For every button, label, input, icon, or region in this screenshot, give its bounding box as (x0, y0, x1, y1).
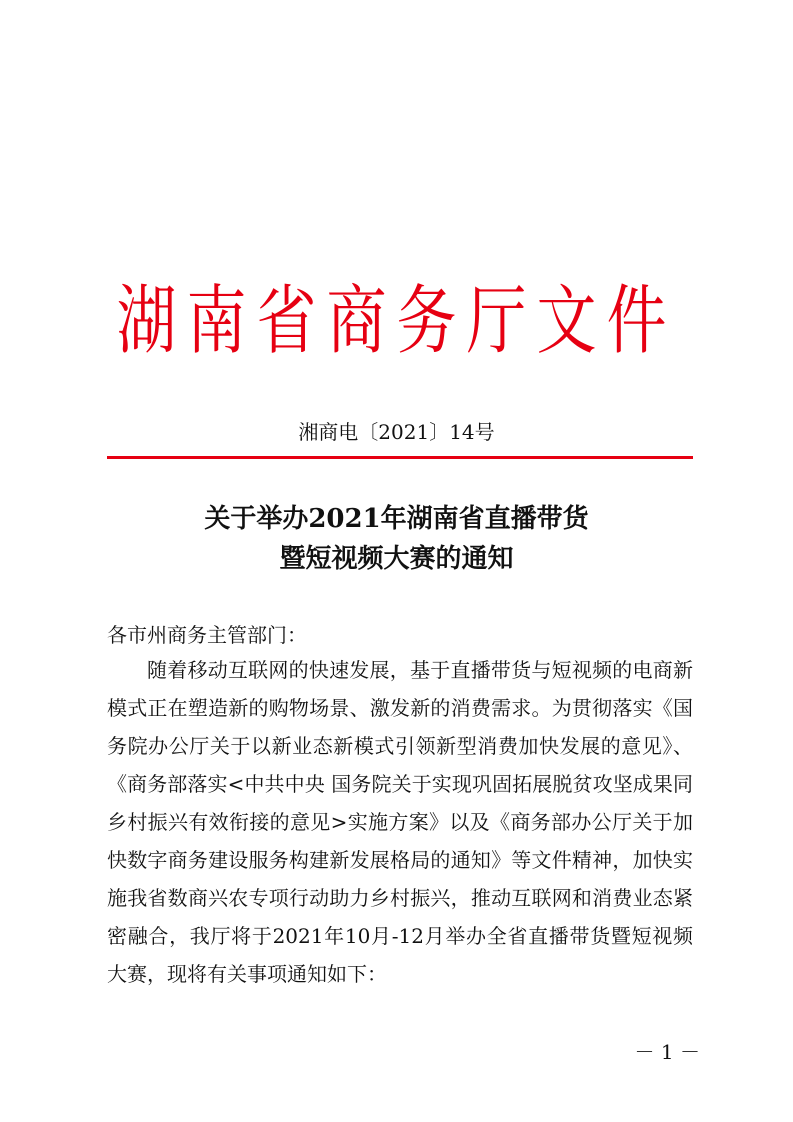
document-number: 湘商电〔2021〕14号 (298, 420, 495, 444)
body-paragraph: 随着移动互联网的快速发展，基于直播带货与短视频的电商新模式正在塑造新的购物场景、激发新的消费需求。为贯彻落实《国务院办公厅关于以新业态新模式引领新型消费加快发展的意见》、《商务部落实<中共中央 国务院关于实现巩固拓展脱贫攻坚成果同乡村振兴有效衔接的意见>实施方案》以及《商务部办公厅关于加快数字商务建设服务构建新发展格局的通知》等文件精神，加快实施我省数商兴农专项行动助力乡村振兴，推动互联网和消费业态紧密融合，我厅将于2021年10月-12月举办全省直播带货暨短视频大赛，现将有关事项通知如下： (107, 658, 693, 986)
notice-title-line-1: 关于举办2021年湖南省直播带货 (204, 504, 589, 534)
salutation: 各市州商务主管部门： (107, 623, 307, 647)
notice-title-line-2: 暨短视频大赛的通知 (279, 544, 514, 574)
document-masthead: 湖南省商务厅文件 (116, 277, 677, 365)
page-number: － 1 － (634, 1040, 700, 1064)
red-divider-line (107, 456, 693, 459)
